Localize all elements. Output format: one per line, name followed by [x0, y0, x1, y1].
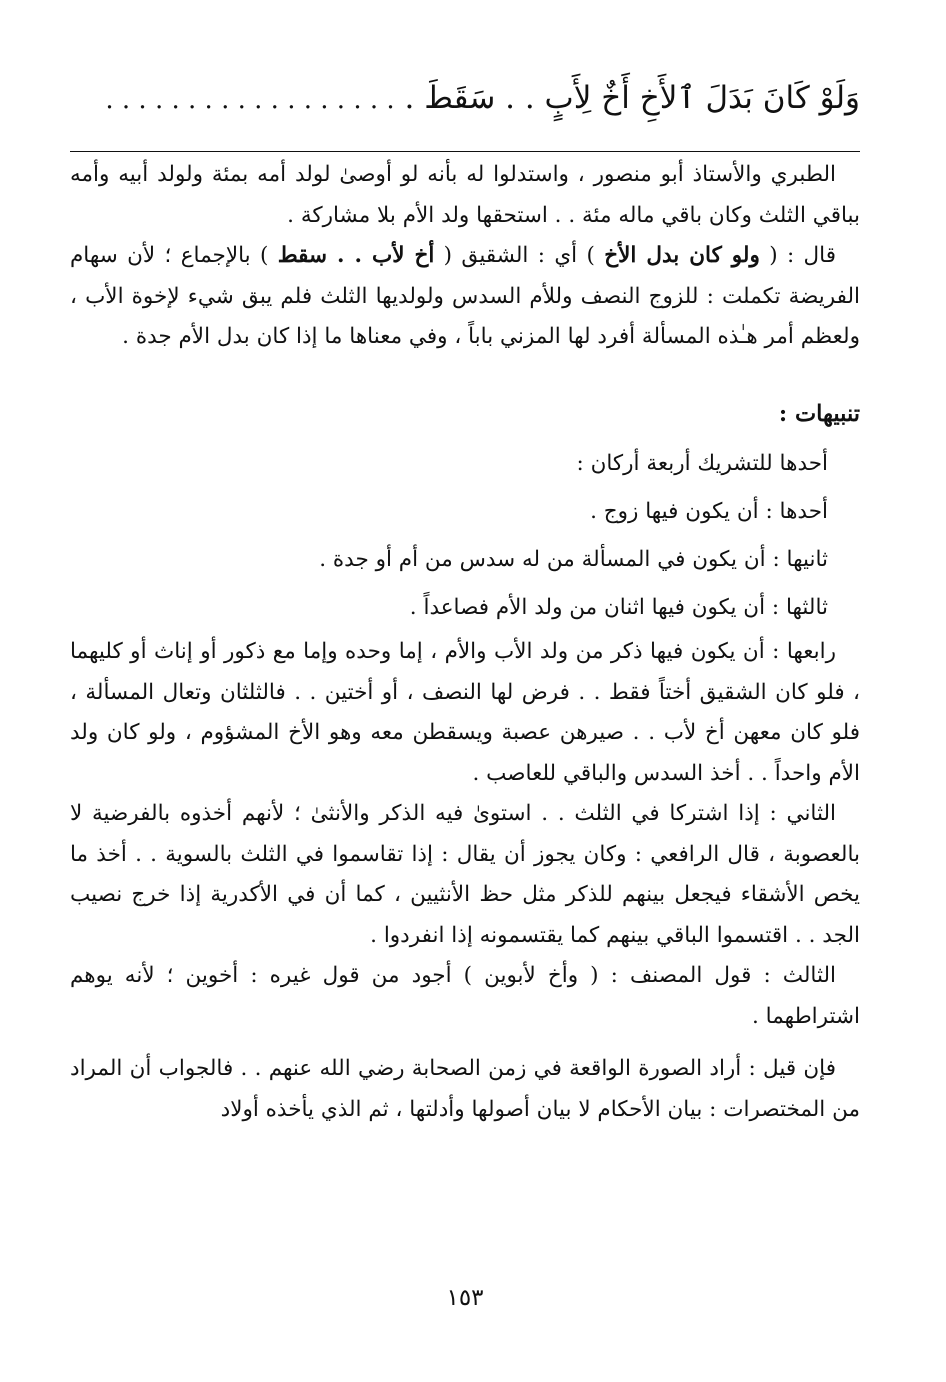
matn-leader-dots: . . . . . . . . . . . . . . . . . .: [105, 85, 395, 115]
matn-quote: أخ لأب . . سقط: [277, 243, 435, 268]
paragraph-qala: قال : ( ولو كان بدل الأخ ) أي : الشقيق ( أخ لأب . . سقط ) بالإجماع ؛ لأن سهام الفريضة تكملت : للزوج النصف وللأم السدس ولولديها الثلث فلم يبق شيء لإخوة الأب ، ولعظم أمر هـٰذه المسألة أفرد لها المزني باباً ، وفي معناها ما إذا كان بدل الأم جدة .: [70, 243, 860, 349]
matn-quote: ولو كان بدل الأخ: [604, 243, 760, 268]
matn-line: [70, 70, 860, 126]
pillar-item: ثانيها : أن يكون في المسألة من له سدس من أم أو جدة .: [319, 547, 828, 572]
commentary: [70, 155, 860, 1130]
paragraph-objection: فإن قيل : أراد الصورة الواقعة في زمن الصحابة رضي الله عنهم . . فالجواب أن المراد من المختصرات : بيان الأحكام لا بيان أصولها وأدلتها ، ثم الذي يأخذه أولاد: [70, 1056, 860, 1122]
paragraph-third: الثالث : قول المصنف : ( وأخ لأبوين ) أجود من قول غيره : أخوين ؛ لأنه يوهم اشتراطهما .: [70, 963, 860, 1029]
separator-rule: [70, 151, 860, 152]
paragraph-fourth: رابعها : أن يكون فيها ذكر من ولد الأب والأم ، إما وحده وإما مع ذكور أو إناث أو كليهما ، فلو كان الشقيق أختاً فقط . . فرض لها النصف ، أو أختين . . فالثلثان وتعال المسألة ، فلو كان معهن أخ لأب . . صيرهن عصبة ويسقطن معه وهو الأخ المشؤوم ، ولو كان ولد الأم واحداً . . أخذ السدس والباقي للعاصب .: [70, 639, 860, 786]
paragraph-second: الثاني : إذا اشتركا في الثلث . . استوىٰ فيه الذكر والأنثىٰ ؛ لأنهم أخذوه بالفرضية لا بالعصوبة ، قال الرافعي : وكان يجوز أن يقال : إذا تقاسموا في الثلث بالسوية . . أخذ ما يخص الأشقاء فيجعل بينهم للذكر مثل حظ الأنثيين ، كما أن في الأكدرية إذا خرج نصيب الجد . . اقتسموا الباقي بينهم كما يقتسمونه إذا انفردوا .: [70, 801, 860, 948]
matn-text: وَلَوْ كَانَ بَدَلَ ٱلأَخِ أَخٌ لِأَبٍ . . سَقَطَ .: [404, 80, 860, 116]
page-number: ١٥٣: [446, 1285, 484, 1311]
pillars-intro: أحدها للتشريك أربعة أركان :: [576, 451, 828, 476]
pillar-item: ثالثها : أن يكون فيها اثنان من ولد الأم فصاعداً .: [409, 595, 828, 620]
page: [70, 0, 860, 1382]
paragraph-tabari: الطبري والأستاذ أبو منصور ، واستدلوا له بأنه لو أوصىٰ لولد أمه بمئة ولولد أبيه وأمه بباقي الثلث وكان باقي ماله مئة . . استحقها ولد الأم بلا مشاركة .: [70, 162, 860, 228]
pillar-item: أحدها : أن يكون فيها زوج .: [590, 499, 828, 524]
section-heading: تنبيهات :: [778, 400, 860, 427]
